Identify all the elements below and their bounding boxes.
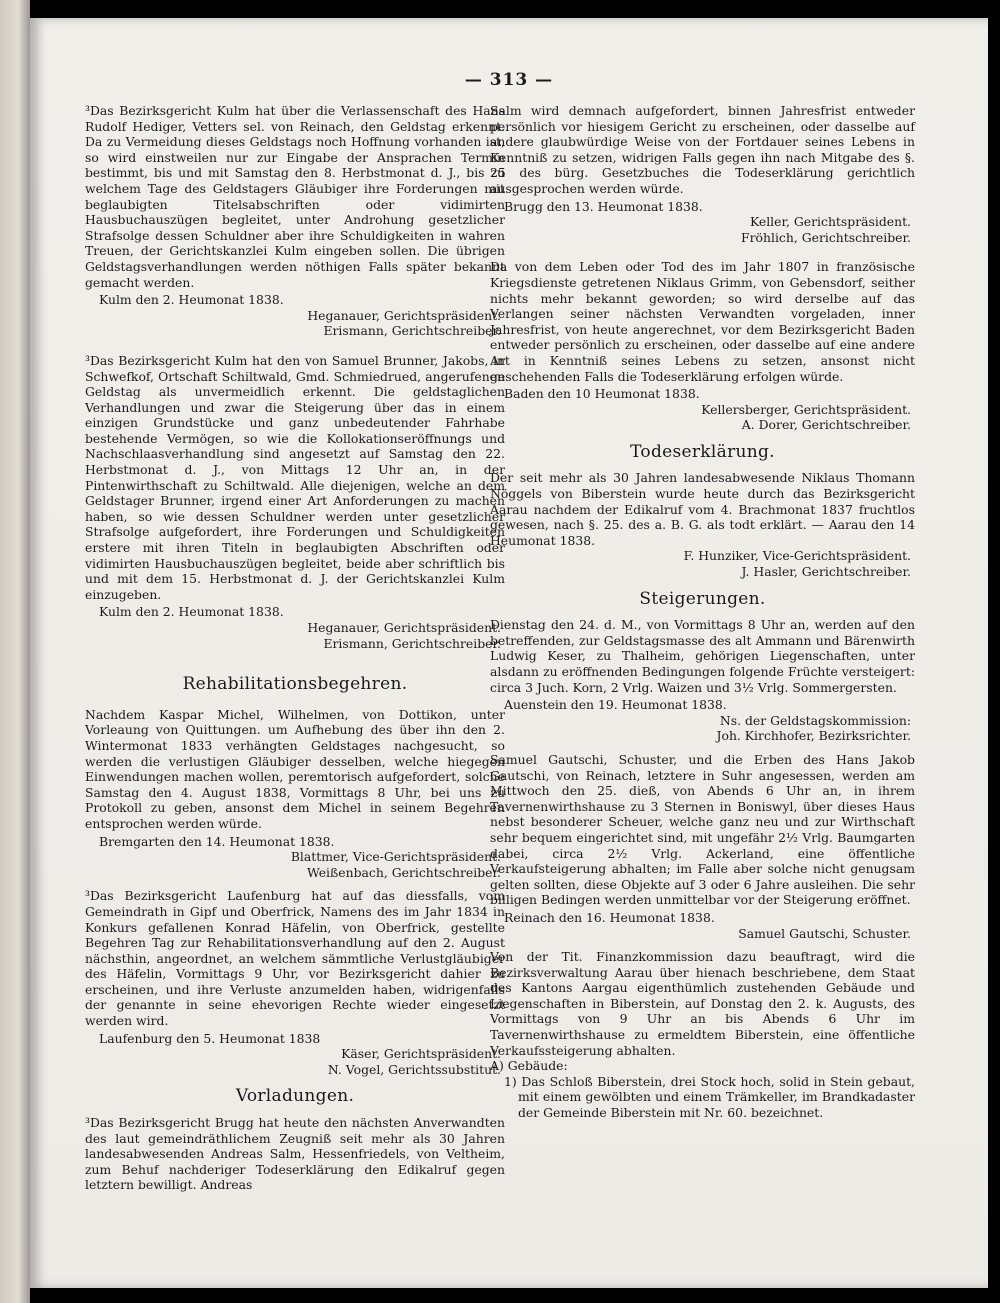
previous-page-edge	[0, 0, 30, 1303]
newspaper-page	[30, 18, 988, 1288]
notice-date: Auenstein den 19. Heumonat 1838.	[504, 697, 727, 713]
notice-steigerung-keser: Dienstag den 24. d. M., von Vormittags 8 Uhr an, werden auf den betreffenden, zur Geldstagsmasse des alt Ammann und Bärenwirth Ludwig Keser, zu Thalheim, gehörigen Liegenschaften, unter alsdann zu eröffnenden Bedingungen folgende Früchte versteigert: circa 3 Juch. Korn, 2 Vrlg. Waizen und 3½ Vrlg. Sommergersten.	[490, 617, 915, 695]
notice-signature: F. Hunziker, Vice-Gerichtspräsident.	[683, 548, 911, 564]
notice-date: Baden den 10 Heumonat 1838.	[504, 386, 700, 402]
section-heading-vorladungen: Vorladungen.	[235, 1086, 355, 1107]
list-item-schloss-biberstein: 1) Das Schloß Biberstein, drei Stock hoch, solid in Stein gebaut, mit einem gewölbten und einem Trämkeller, im Brandkadaster der Gemeinde Biberstein mit Nr. 60. bezeichnet.	[504, 1073, 915, 1121]
notice-signature: Erismann, Gerichtschreiber.	[323, 323, 501, 339]
notice-signature: Joh. Kirchhofer, Bezirksrichter.	[716, 728, 911, 744]
notice-steigerung-gautschi: Samuel Gautschi, Schuster, und die Erben des Hans Jakob Gautschi, von Reinach, letztere in Suhr angesessen, werden am Mittwoch den 25. dieß, von Abends 6 Uhr an, in ihrem Tavernenwirthshause zu 3 Sternen in Boniswyl, über dieses Haus nebst besonderer Scheuer, welche ganz neu und zur Wirthschaft sehr bequem eingerichtet sind, mit ungefähr 2½ Vrlg. Baumgarten dabei, circa 2½ Vrlg. Ackerland, eine öffentliche Verkaufsteigerung abhalten; im Falle aber solche nicht genugsam gelten sollten, diese Objekte auf 3 oder 6 Jahre ausleihen. Die sehr billigen Bedingen werden unmittelbar vor der Steigerung eröffnet.	[490, 751, 915, 908]
notice-vorladung-salm-continued: Salm wird demnach aufgefordert, binnen Jahresfrist entweder persönlich vor hiesigem Gericht zu erscheinen, oder dasselbe auf andere glaubwürdige Weise von der Fortdauer seines Lebens in Kenntniß zu setzen, widrigen Falls gegen ihn nach Mitgabe des §. 25 des bürg. Gesetzbuches die Todeserklärung gerichtlich ausgesprochen werden würde.	[490, 103, 915, 196]
notice-date: Brugg den 13. Heumonat 1838.	[504, 198, 703, 214]
right-column	[490, 103, 915, 1121]
notice-rehabilitation-michel: Nachdem Kaspar Michel, Wilhelmen, von Dottikon, unter Vorleaung von Quittungen. um Aufhebung des über ihn den 2. Wintermonat 1833 verhängten Geldstages nachgesucht, so werden die verlustigen Gläubiger desselben, welche hiegegen Einwendungen machen wollen, peremtorisch aufgefordert, solche Samstag den 4. August 1838, Vormittags 8 Uhr, bei uns zu Protokoll zu geben, ansonst dem Michel in seinem Begehren entsprochen werden würde.	[85, 706, 505, 831]
notice-date: Reinach den 16. Heumonat 1838.	[504, 909, 715, 925]
notice-signature: Ns. der Geldstagskommission:	[719, 712, 911, 728]
notice-signature: Weißenbach, Gerichtschreiber.	[306, 864, 501, 880]
notice-vorladung-salm: ³Das Bezirksgericht Brugg hat heute den nächsten Anverwandten des laut gemeindräthlichem Zeugniß seit mehr als 30 Jahren landesabwesenden Andreas Salm, Hessenfriedels, von Veltheim, zum Behuf nachderiger Todeserklärung den Edikalruf gegen letztern bewilligt. Andreas	[85, 1115, 505, 1193]
notice-date: Laufenburg den 5. Heumonat 1838	[99, 1030, 321, 1046]
section-heading-steigerungen: Steigerungen.	[639, 588, 766, 609]
notice-todeserklaerung-thomann: Der seit mehr als 30 Jahren landesabwesende Niklaus Thomann Nöggels von Biberstein wurde heute durch das Bezirksgericht Aarau nachdem der Edikalruf vom 4. Brachmonat 1837 fruchtlos gewesen, nach §. 25. des a. B. G. als todt erklärt. — Aarau den 14 Heumonat 1838.	[490, 470, 915, 548]
notice-signature: N. Vogel, Gerichtssubstitut.	[327, 1061, 501, 1077]
section-heading-todeserklaerung: Todeserklärung.	[630, 441, 775, 462]
notice-date: Kulm den 2. Heumonat 1838.	[99, 292, 284, 308]
notice-signature: Blattmer, Vice-Gerichtspräsident.	[290, 849, 501, 865]
notice-signature: Heganauer, Gerichtspräsident.	[307, 620, 501, 635]
notice-signature: Fröhlich, Gerichtschreiber.	[741, 229, 911, 245]
notice-geldstag-hediger: ³Das Bezirksgericht Kulm hat über die Verlassenschaft des Hans Rudolf Hediger, Vetters sel. von Reinach, den Geldstag erkennt. Da zu Vermeidung dieses Geldstags noch Hoffnung vorhanden ist, so wird einstweilen nur zur Eingabe der Ansprachen Termin bestimmt, bis und mit Samstag den 8. Herbstmonat d. J., bis zu welchem Tage des Geldstagers Gläubiger ihre Forderungen mit beglaubigten Titelsabschriften oder vidimirten Hausbuchauszügen begleitet, unter Androhung gesetzlicher Strafsolge dessen Schuldner aber ihre Schuldigkeiten in wahren Treuen, der Gerichtskanzlei Kulm eingeben sollen. Die übrigen Geldstagsverhandlungen werden nöthigen Falls später bekannt gemacht werden.	[85, 103, 505, 290]
notice-steigerung-biberstein: Von der Tit. Finanzkommission dazu beauftragt, wird die Bezirksverwaltung Aarau über hienach beschriebene, dem Staat des Kantons Aargau eigenthümlich zustehenden Gebäude und Liegenschaften in Biberstein, auf Donstag den 2. k. Augusts, des Vormittags von 9 Uhr an bis Abends 6 Uhr im Tavernenwirthshause zu ermeldtem Biberstein, eine öffentliche Verkaufssteigerung abhalten.	[490, 949, 915, 1058]
page-number: — 313 —	[464, 70, 554, 90]
notice-signature: A. Dorer, Gerichtschreiber.	[741, 417, 911, 433]
left-column	[85, 103, 505, 1193]
notice-signature: Keller, Gerichtspräsident.	[749, 214, 911, 230]
notice-signature: Heganauer, Gerichtspräsident.	[307, 307, 501, 323]
notice-date: Bremgarten den 14. Heumonat 1838.	[99, 833, 335, 849]
notice-signature: Erismann, Gerichtschreiber.	[323, 635, 501, 651]
notice-signature: J. Hasler, Gerichtschreiber.	[741, 564, 911, 580]
notice-rehabilitation-haefelin: ³Das Bezirksgericht Laufenburg hat auf das diessfalls, vom Gemeindrath in Gipf und Oberfrick, Namens des im Jahr 1834 in Konkurs gefallenen Konrad Häfelin, von Oberfrick, gestellte Begehren Tag zur Rehabilitationsverhandlung auf den 2. August nächsthin, angeordnet, an welchem sämmtliche Verlustgläubiger des Häfelin, Vormittags 9 Uhr, vor Bezirksgericht dahier zu erscheinen, und ihre Verluste anzumelden haben, widrigenfalls der genannte in seine ehevorigen Rechte wieder eingesetzt werden wird.	[85, 888, 505, 1029]
section-heading-rehabilitation: Rehabilitationsbegehren.	[182, 674, 408, 695]
notice-signature: Käser, Gerichtspräsident.	[341, 1046, 501, 1062]
notice-vorladung-grimm: Da von dem Leben oder Tod des im Jahr 1807 in französische Kriegsdienste getretenen Niklaus Grimm, von Gebensdorf, seither nichts mehr bekannt geworden; so wird derselbe auf das Verlangen seiner nächsten Verwandten vorgeladen, inner Jahresfrist, von heute angerechnet, vor dem Bezirksgericht Baden entweder persönlich zu erscheinen, oder dasselbe auf eine andere Art in Kenntniß seines Lebens zu setzen, ansonst nicht geschehenden Falls die Todeserklärung erfolgen würde.	[490, 259, 915, 384]
notice-date: Kulm den 2. Heumonat 1838.	[99, 604, 284, 620]
notice-signature: Samuel Gautschi, Schuster.	[738, 925, 911, 941]
notice-signature: Kellersberger, Gerichtspräsident.	[701, 401, 911, 417]
notice-geldstag-brunner: ³Das Bezirksgericht Kulm hat den von Samuel Brunner, Jakobs, in Schwefkof, Ortschaft Schiltwald, Gmd. Schmiedrued, angerufenen Geldstag als unvermeidlich erkennt. Die geldstaglichen Verhandlungen und zwar die Steigerung über das in einem einzigen Grundstücke und ganz unbedeutender Fahrhabe bestehende Vermögen, so wie die Kollokationseröffnungs und Nachschlaasverhandlung sind angesetzt auf Samstag den 22. Herbstmonat d. J., von Mittags 12 Uhr an, in der Pintenwirthschaft zu Schiltwald. Alle diejenigen, welche an dem Geldstager Brunner, irgend einer Art Anforderungen zu machen haben, so wie dessen Schuldner werden unter gesetzlicher Strafsolge aufgefordert, ihre Forderungen und Schuldigkeiten erstere mit ihren Titeln in beglaubigten Abschriften oder vidimirten Hausbuchauszügen begleitet, beide aber schriftlich bis und mit dem 15. Herbstmonat d. J. der Gerichtskanzlei Kulm einzugeben.	[85, 352, 505, 602]
list-item-buildings: A) Gebäude:	[490, 1058, 568, 1074]
